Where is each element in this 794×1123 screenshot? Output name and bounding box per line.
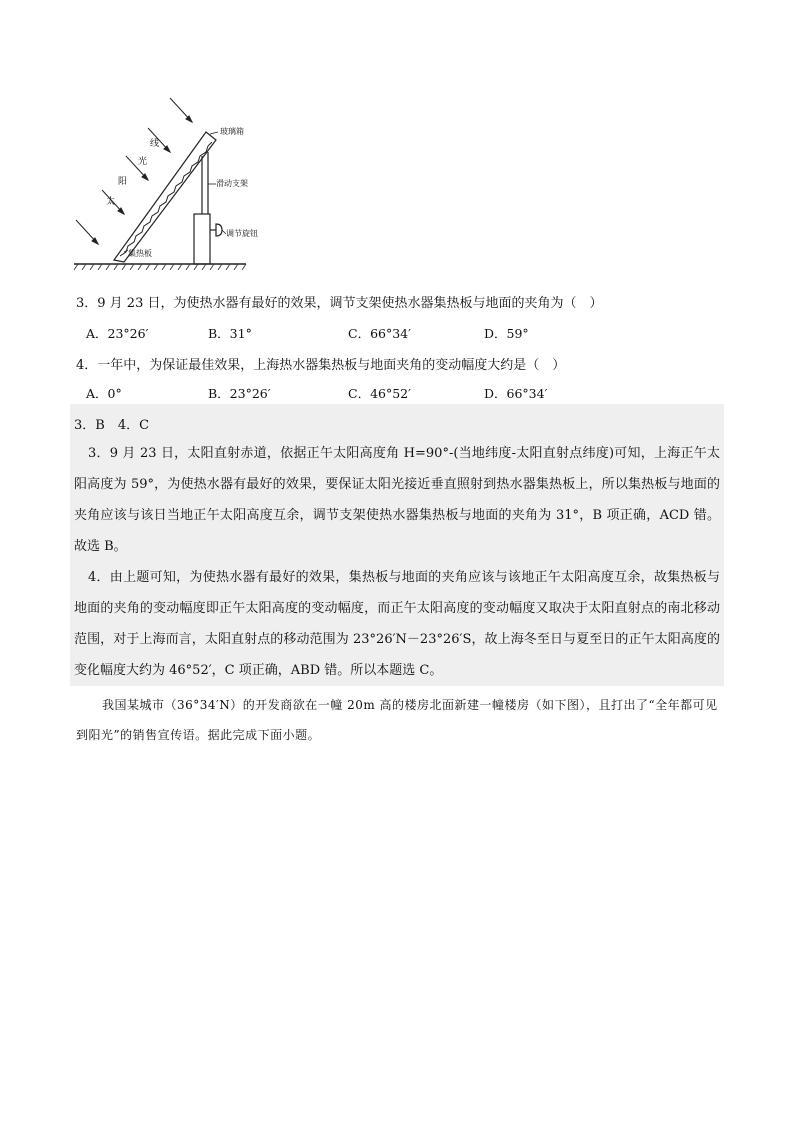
q4-option-a[interactable]: A．0° [86,386,122,401]
solar-heater-diagram [70,96,258,272]
q4-option-d[interactable]: D．66°34′ [484,386,548,401]
q3-option-c[interactable]: C．66°34′ [348,326,411,341]
label-sunlight-2: 光 [138,157,148,167]
label-adjust-knob: 调节旋钮 [226,229,258,238]
label-slide-bracket: 滑动支架 [216,179,248,188]
label-sunlight-4: 太 [106,197,116,207]
next-section-intro-text: 我国某城市（36°34′N）的开发商欲在一幢 20m 高的楼房北面新建一幢楼房（如下图），且打出了“全年都可见到阳光”的销售宣传语。据此完成下面小题。 [76,698,718,742]
explanation-4 [74,562,720,686]
explanation-3 [74,438,720,562]
q3-option-b[interactable]: B．31° [208,326,252,341]
answer-explanation-box [70,404,724,686]
explanation-4-text: 4．由上题可知，为使热水器有最好的效果，集热板与地面的夹角应该与该地正午太阳高度互余，故集热板与地面的夹角的变动幅度即正午太阳高度的变动幅度，而正午太阳高度的变动幅度又取决于太阳直射点的南北移动范围，对于上海而言，太阳直射点的移动范围为 23°26′N－23°26′S，故上海冬至日与夏至日的正午太阳高度的变化幅度大约为 46°52′，C 项正确，ABD 错。所以本题选 C。 [74,570,720,678]
label-sunlight-1: 线 [150,139,160,149]
label-glass-box: 玻璃箱 [220,127,244,136]
question-3-stem: 3．9 月 23 日，为使热水器有最好的效果，调节支架使热水器集热板与地面的夹角为（ ） [76,296,603,311]
next-section-intro [76,690,724,750]
solar-heater-figure [70,96,258,272]
q4-option-b[interactable]: B．23°26′ [208,386,271,401]
q4-option-c[interactable]: C．46°52′ [348,386,411,401]
answer-key: 3．B 4．C [74,418,150,433]
question-4-stem: 4．一年中，为保证最佳效果，上海热水器集热板与地面夹角的变动幅度大约是（ ） [76,358,566,373]
label-collector-plate: 集热板 [128,249,152,258]
q3-option-a[interactable]: A．23°26′ [86,326,149,341]
label-sunlight-3: 阳 [118,177,128,187]
q3-option-d[interactable]: D．59° [484,326,529,341]
explanation-3-text: 3．9 月 23 日，太阳直射赤道，依据正午太阳高度角 H=90°-(当地纬度-太阳直射点纬度)可知，上海正午太阳高度为 59°，为使热水器有最好的效果，要保证太阳光接近垂直照射到热水器集热板上，所以集热板与地面的夹角应该与该日当地正午太阳高度互余，调节支架使热水器集热板与地面的夹角为 31°，B 项正确，ACD 错。故选 B。 [74,446,720,554]
